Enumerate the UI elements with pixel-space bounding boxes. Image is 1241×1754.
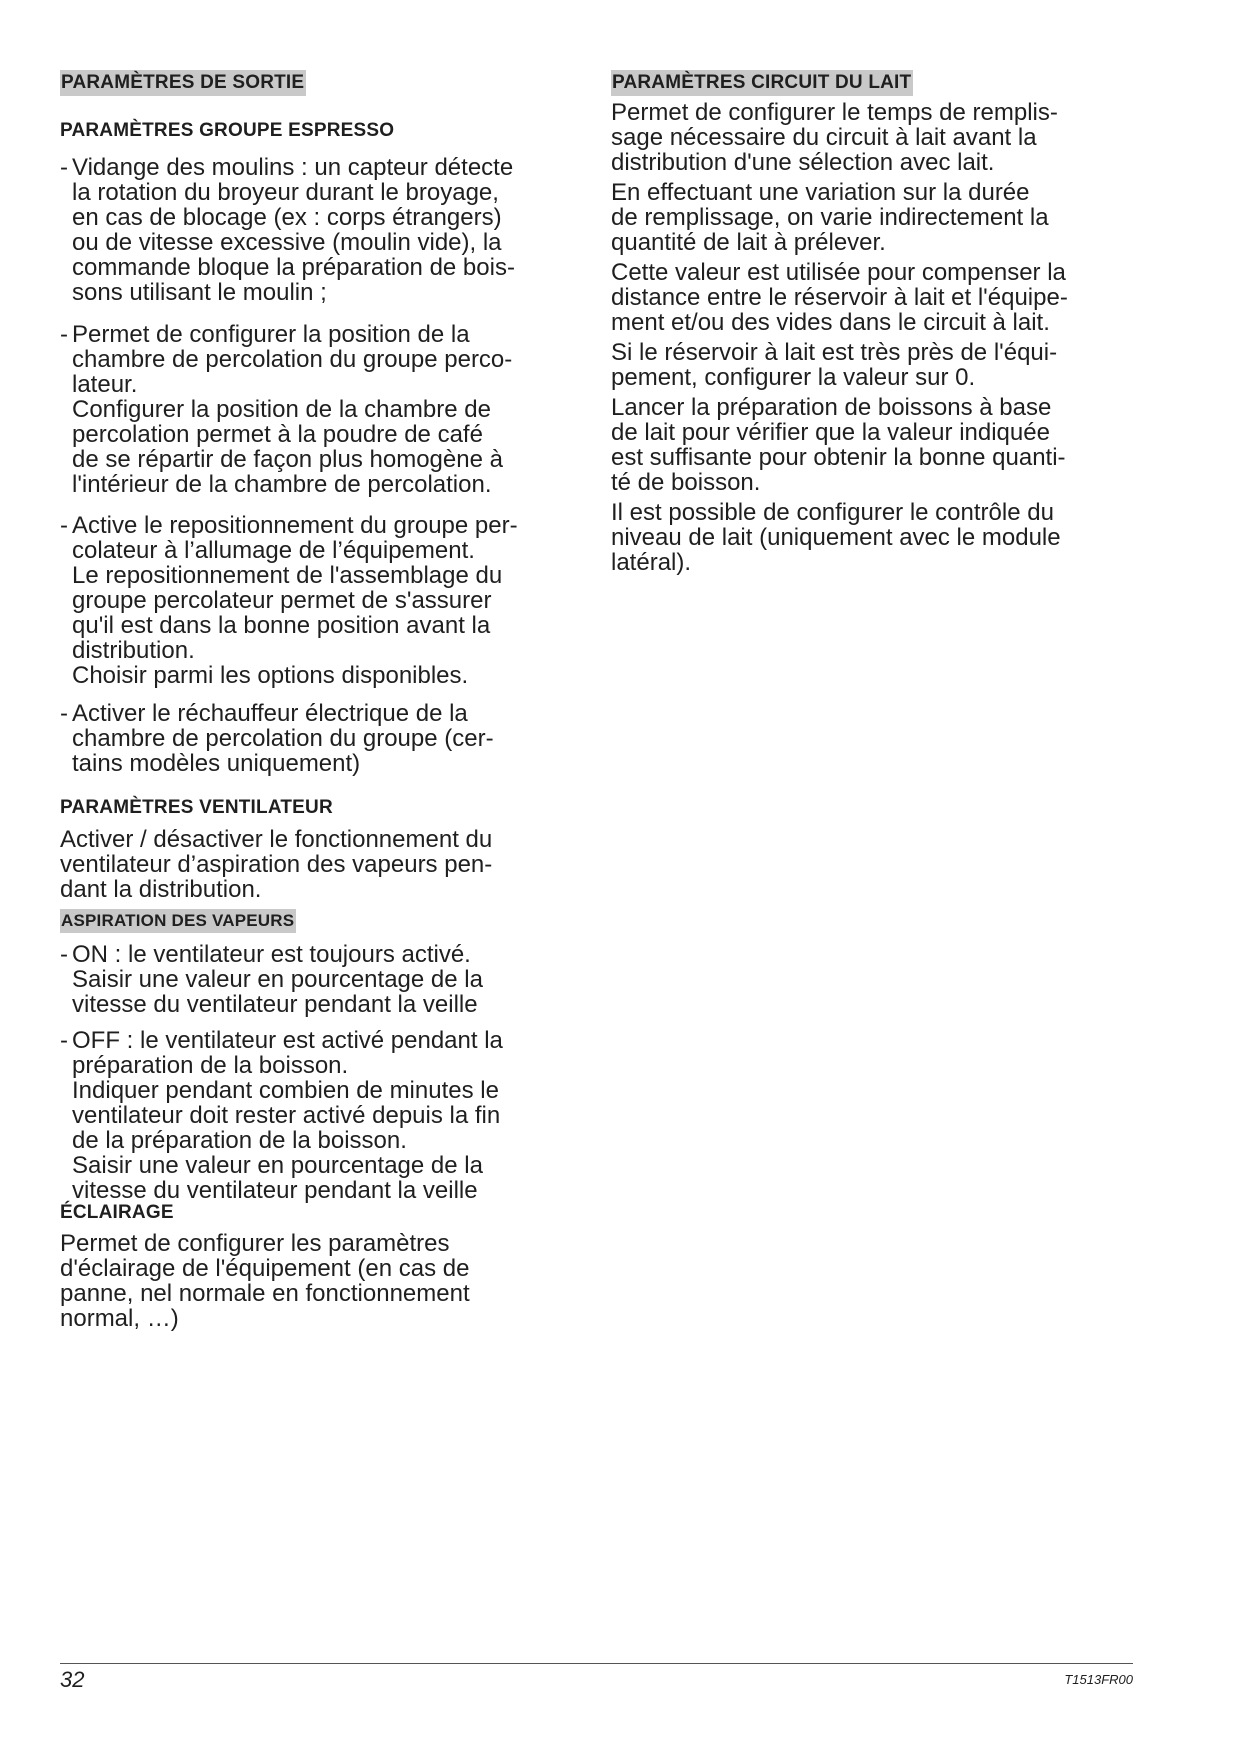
section-title-sortie: PARAMÈTRES DE SORTIE xyxy=(60,70,306,96)
paragraph: Il est possible de configurer le contrôle du niveau de lait (uniquement avec le module latéral). xyxy=(611,499,1061,576)
page-number: 32 xyxy=(60,1667,85,1692)
document-code: T1513FR00 xyxy=(1064,1672,1133,1687)
eclairage-title: ÉCLAIRAGE xyxy=(60,1202,174,1223)
list-item: - Permet de configurer la position de la chambre de percolation du groupe perco- lateur. Configurer la position de la chambre de percolation permet à la poudre de café de se répartir de façon plus homogène à l'intérieur de la chambre de percolation. xyxy=(60,321,513,498)
list-item: - Activer le réchauffeur électrique de la chambre de percolation du groupe (cer- tains modèles uniquement) xyxy=(60,700,494,777)
eclairage-text: Permet de configurer les paramètres d'éclairage de l'équipement (en cas de panne, nel normale en fonctionnement normal, …) xyxy=(60,1230,470,1332)
section-title-lait: PARAMÈTRES CIRCUIT DU LAIT xyxy=(611,70,913,96)
ventilateur-text: Activer / désactiver le fonctionnement du ventilateur d’aspiration des vapeurs pen- dant la distribution. xyxy=(60,826,493,903)
list-item: - Vidange des moulins : un capteur détecte la rotation du broyeur durant le broyage, en cas de blocage (ex : corps étrangers) ou de vitesse excessive (moulin vide), la commande bloque la préparation de bois- sons utilisant le moulin ; xyxy=(60,154,515,306)
aspiration-list xyxy=(60,942,580,1203)
lait-paragraphs xyxy=(611,100,1131,575)
groupe-espresso-title: PARAMÈTRES GROUPE ESPRESSO xyxy=(60,120,395,141)
paragraph: Lancer la préparation de boissons à base de lait pour vérifier que la valeur indiquée est suffisante pour obtenir la bonne quanti- té de boisson. xyxy=(611,394,1066,496)
paragraph: Si le réservoir à lait est très près de l'équi- pement, configurer la valeur sur 0. xyxy=(611,339,1058,391)
footer-divider xyxy=(60,1663,1133,1664)
list-item: - Active le repositionnement du groupe per- colateur à l’allumage de l’équipement. Le repositionnement de l'assemblage du groupe percolateur permet de s'assurer qu'il est dans la bonne position avant la distribution. Choisir parmi les options disponibles. xyxy=(60,512,518,689)
groupe-espresso-list xyxy=(60,155,580,776)
ventilateur-title: PARAMÈTRES VENTILATEUR xyxy=(60,797,333,818)
paragraph: Cette valeur est utilisée pour compenser la distance entre le réservoir à lait et l'équipe- ment et/ou des vides dans le circuit à lait. xyxy=(611,259,1068,336)
list-item: - ON : le ventilateur est toujours activé. Saisir une valeur en pourcentage de la vitesse du ventilateur pendant la veille xyxy=(60,941,483,1018)
paragraph: Permet de configurer le temps de remplis- sage nécessaire du circuit à lait avant la distribution d'une sélection avec lait. xyxy=(611,99,1058,176)
list-item: - OFF : le ventilateur est activé pendant la préparation de la boisson. Indiquer pendant combien de minutes le ventilateur doit rester activé depuis la fin de la préparation de la boisson. Saisir une valeur en pourcentage de la vitesse du ventilateur pendant la veille xyxy=(60,1027,503,1204)
aspiration-title: ASPIRATION DES VAPEURS xyxy=(60,909,296,933)
paragraph: En effectuant une variation sur la durée de remplissage, on varie indirectement la quantité de lait à prélever. xyxy=(611,179,1049,256)
